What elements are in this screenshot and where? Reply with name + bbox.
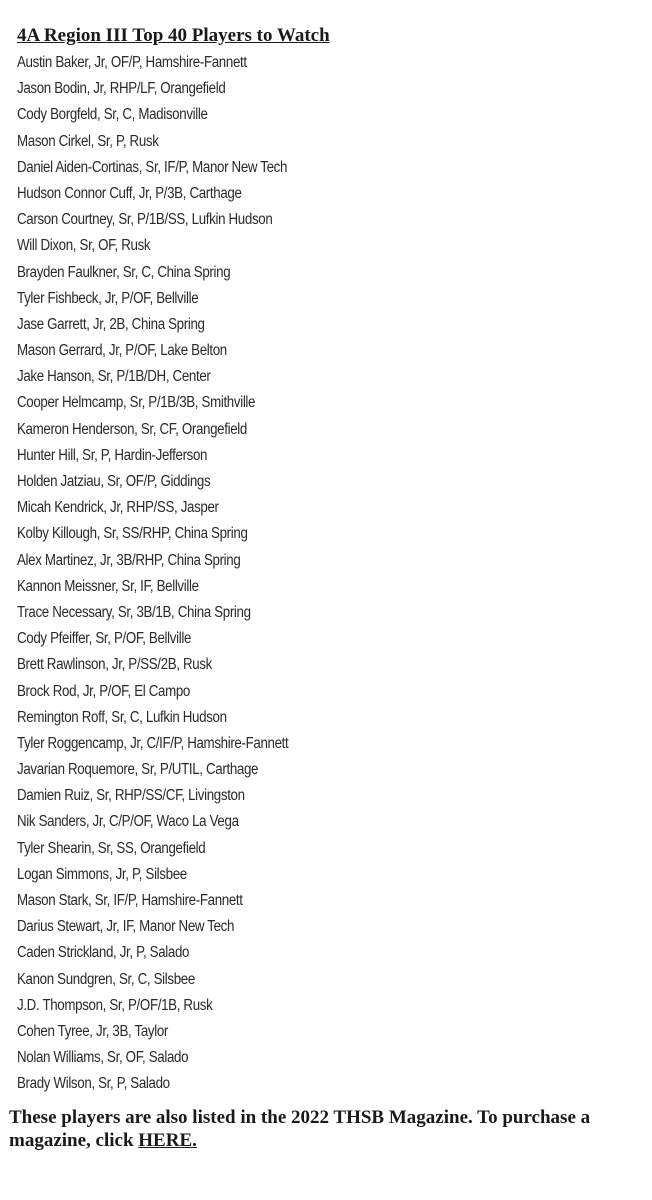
list-item: Hunter Hill, Sr, P, Hardin-Jefferson xyxy=(17,446,208,464)
list-item: Kolby Killough, Sr, SS/RHP, China Spring xyxy=(17,525,248,543)
list-item: Brayden Faulkner, Sr, C, China Spring xyxy=(17,263,231,281)
page-title: 4A Region III Top 40 Players to Watch xyxy=(17,25,330,46)
list-item: Trace Necessary, Sr, 3B/1B, China Spring xyxy=(17,603,251,621)
list-item: Damien Ruiz, Sr, RHP/SS/CF, Livingston xyxy=(17,787,245,805)
list-item: Micah Kendrick, Jr, RHP/SS, Jasper xyxy=(17,499,219,517)
player-list xyxy=(17,50,637,1098)
list-item: Mason Gerrard, Jr, P/OF, Lake Belton xyxy=(17,342,227,360)
list-item: J.D. Thompson, Sr, P/OF/1B, Rusk xyxy=(17,996,213,1014)
list-item: Remington Roff, Sr, C, Lufkin Hudson xyxy=(17,708,227,726)
list-item: Kameron Henderson, Sr, CF, Orangefield xyxy=(17,420,247,438)
list-item: Cohen Tyree, Jr, 3B, Taylor xyxy=(17,1022,169,1040)
list-item: Tyler Roggencamp, Jr, C/IF/P, Hamshire-Fannett xyxy=(17,734,289,752)
list-item: Mason Stark, Sr, IF/P, Hamshire-Fannett xyxy=(17,892,243,909)
list-item: Will Dixon, Sr, OF, Rusk xyxy=(17,237,151,255)
magazine-note-text: These players are also listed in the 2022 THSB Magazine. To purchase a magazine, click xyxy=(9,1107,591,1151)
list-item: Nik Sanders, Jr, C/P/OF, Waco La Vega xyxy=(17,813,239,831)
list-item: Javarian Roquemore, Sr, P/UTIL, Carthage xyxy=(17,761,259,779)
article xyxy=(17,24,637,1098)
list-item: Holden Jatziau, Sr, OF/P, Giddings xyxy=(17,473,211,490)
list-item: Carson Courtney, Sr, P/1B/SS, Lufkin Hudson xyxy=(17,211,273,229)
list-item: Mason Cirkel, Sr, P, Rusk xyxy=(17,132,159,150)
list-item: Tyler Fishbeck, Jr, P/OF, Bellville xyxy=(17,289,199,307)
list-item: Cody Borgfeld, Sr, C, Madisonville xyxy=(17,106,208,124)
list-item: Alex Martinez, Jr, 3B/RHP, China Spring xyxy=(17,551,241,569)
list-item: Kannon Meissner, Sr, IF, Bellville xyxy=(17,577,199,595)
list-item: Cody Pfeiffer, Sr, P/OF, Bellville xyxy=(17,630,192,648)
list-item: Jake Hanson, Sr, P/1B/DH, Center xyxy=(17,368,211,386)
list-item: Tyler Shearin, Sr, SS, Orangefield xyxy=(17,839,206,857)
magazine-note xyxy=(9,1106,629,1152)
list-item: Austin Baker, Jr, OF/P, Hamshire-Fannett xyxy=(17,54,247,71)
list-item: Logan Simmons, Jr, P, Silsbee xyxy=(17,865,187,883)
list-item: Brady Wilson, Sr, P, Salado xyxy=(17,1075,170,1093)
list-item: Jase Garrett, Jr, 2B, China Spring xyxy=(17,315,205,333)
list-item: Brett Rawlinson, Jr, P/SS/2B, Rusk xyxy=(17,656,213,674)
list-item: Jason Bodin, Jr, RHP/LF, Orangefield xyxy=(17,80,226,98)
purchase-magazine-link[interactable]: HERE. xyxy=(138,1130,197,1151)
list-item: Caden Strickland, Jr, P, Salado xyxy=(17,944,190,962)
list-item: Daniel Aiden-Cortinas, Sr, IF/P, Manor New Tech xyxy=(17,158,288,176)
list-item: Cooper Helmcamp, Sr, P/1B/3B, Smithville xyxy=(17,394,256,412)
list-item: Nolan Williams, Sr, OF, Salado xyxy=(17,1049,189,1067)
list-item: Kanon Sundgren, Sr, C, Silsbee xyxy=(17,970,195,988)
list-item: Brock Rod, Jr, P/OF, El Campo xyxy=(17,682,191,700)
list-item: Darius Stewart, Jr, IF, Manor New Tech xyxy=(17,918,235,936)
list-item: Hudson Connor Cuff, Jr, P/3B, Carthage xyxy=(17,184,242,202)
